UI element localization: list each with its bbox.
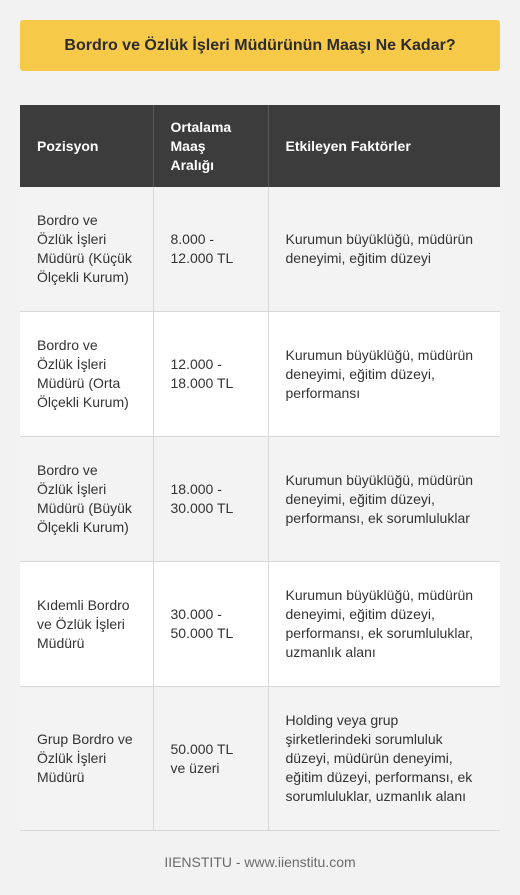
cell-salary: 12.000 - 18.000 TL xyxy=(153,312,268,437)
cell-position: Bordro ve Özlük İşleri Müdürü (Büyük Ölçekli Kurum) xyxy=(20,437,153,562)
table-row xyxy=(20,437,500,562)
cell-position: Bordro ve Özlük İşleri Müdürü (Orta Ölçekli Kurum) xyxy=(20,312,153,437)
cell-position: Kıdemli Bordro ve Özlük İşleri Müdürü xyxy=(20,562,153,687)
table-row xyxy=(20,562,500,687)
title-banner xyxy=(20,20,500,71)
cell-factors: Kurumun büyüklüğü, müdürün deneyimi, eğitim düzeyi xyxy=(268,187,500,312)
cell-salary: 8.000 - 12.000 TL xyxy=(153,187,268,312)
table-header-row xyxy=(20,105,500,187)
cell-salary: 18.000 - 30.000 TL xyxy=(153,437,268,562)
page-title: Bordro ve Özlük İşleri Müdürünün Maaşı Ne Kadar? xyxy=(64,36,456,54)
table-row xyxy=(20,187,500,312)
cell-position: Bordro ve Özlük İşleri Müdürü (Küçük Ölçekli Kurum) xyxy=(20,187,153,312)
cell-salary: 50.000 TL ve üzeri xyxy=(153,687,268,831)
cell-position: Grup Bordro ve Özlük İşleri Müdürü xyxy=(20,687,153,831)
header-position: Pozisyon xyxy=(20,105,153,187)
cell-factors: Kurumun büyüklüğü, müdürün deneyimi, eğitim düzeyi, performansı, ek sorumluluklar, uzmanlık alanı xyxy=(268,562,500,687)
header-salary: Ortalama Maaş Aralığı xyxy=(153,105,268,187)
header-factors: Etkileyen Faktörler xyxy=(268,105,500,187)
table-row xyxy=(20,312,500,437)
cell-factors: Holding veya grup şirketlerindeki sorumluluk düzeyi, müdürün deneyimi, eğitim düzeyi, performansı, ek sorumluluklar, uzmanlık alanı xyxy=(268,687,500,831)
table-row xyxy=(20,687,500,831)
footer-credit: IIENSTITU - www.iienstitu.com xyxy=(164,854,356,870)
cell-factors: Kurumun büyüklüğü, müdürün deneyimi, eğitim düzeyi, performansı xyxy=(268,312,500,437)
cell-salary: 30.000 - 50.000 TL xyxy=(153,562,268,687)
salary-table xyxy=(20,105,500,831)
cell-factors: Kurumun büyüklüğü, müdürün deneyimi, eğitim düzeyi, performansı, ek sorumluluklar xyxy=(268,437,500,562)
